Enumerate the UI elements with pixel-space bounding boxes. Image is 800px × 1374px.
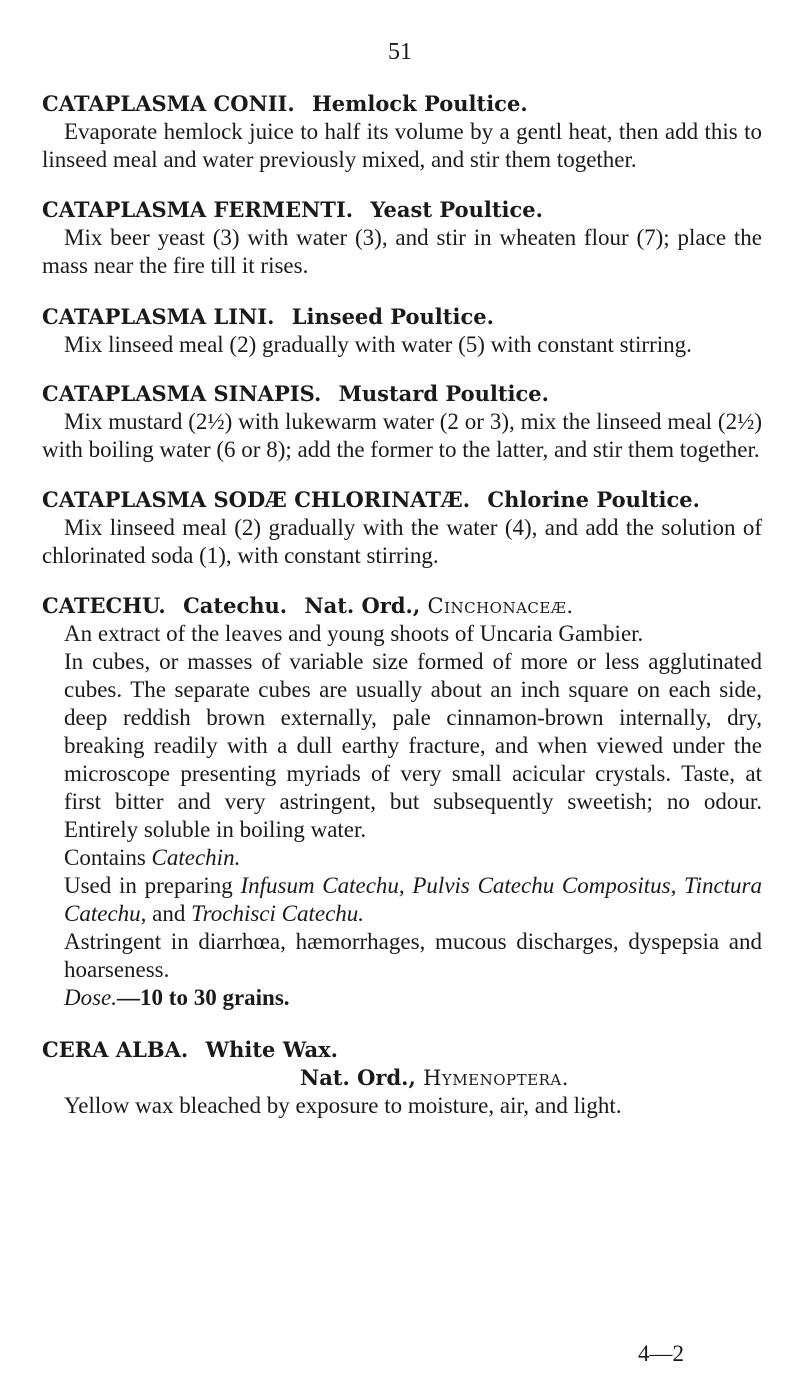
entry-cataplasma-conii bbox=[42, 90, 762, 174]
entry-uses: Astringent in diarrhœa, hæmorrhages, mucous discharges, dyspepsia and hoarseness. bbox=[64, 929, 762, 982]
entry-subtitle: Linseed Poultice. bbox=[291, 304, 494, 329]
entry-subtitle: Mustard Poultice. bbox=[338, 381, 549, 406]
entry-text: Mix mustard (2½) with lukewarm water (2 or 3), mix the linseed meal (2½) with boiling water (6 or 8); add the former to the latter, and stir them together. bbox=[42, 409, 762, 462]
preparation-trochisci: Trochisci Catechu. bbox=[191, 901, 365, 926]
entry-description: In cubes, or masses of variable size formed of more or less agglutinated cubes. The separate cubes are usually about an inch square on each side, deep reddish brown externally, pale cinnamon-brown internally, dry, breaking readily with a dull earthy fracture, and when viewed under the microscope presenting myriads of very small acicular crystals. Taste, at first bitter and very astringent, but subsequently sweetish; no odour. Entirely soluble in boiling water. bbox=[64, 649, 762, 842]
entry-cataplasma-fermenti bbox=[42, 196, 762, 280]
entry-heading bbox=[42, 380, 762, 408]
entry-title: CATAPLASMA SINAPIS. bbox=[42, 381, 322, 406]
page-number: 51 bbox=[388, 39, 412, 65]
entry-subtitle: Chlorine Poultice. bbox=[487, 487, 700, 512]
entry-cataplasma-sodae-chlorinatae bbox=[42, 486, 762, 570]
entry-title: CATAPLASMA LINI. bbox=[42, 304, 275, 329]
natural-order: Cinchonaceæ. bbox=[427, 594, 574, 618]
entry-heading bbox=[42, 1036, 762, 1064]
entry-cera-alba bbox=[42, 1036, 762, 1120]
used-and: and bbox=[152, 901, 186, 926]
entry-text: Yellow wax bleached by exposure to moisture, air, and light. bbox=[64, 1093, 622, 1118]
dose-label: Dose. bbox=[64, 985, 118, 1010]
entry-text: Evaporate hemlock juice to half its volume by a gentl heat, then add this to linseed meal and water previously mixed, and stir them together. bbox=[42, 119, 762, 172]
entry-heading bbox=[42, 303, 762, 331]
entry-title: CATECHU. bbox=[42, 593, 166, 618]
entry-subtitle: White Wax. bbox=[205, 1037, 338, 1062]
entry-cataplasma-lini bbox=[42, 303, 762, 359]
entry-subtitle: Catechu. bbox=[183, 593, 288, 618]
page-content bbox=[42, 90, 762, 1120]
contains-value: Catechin. bbox=[151, 845, 241, 870]
entry-text: Mix beer yeast (3) with water (3), and stir in wheaten flour (7); place the mass near the fire till it rises. bbox=[42, 225, 762, 278]
entry-catechu bbox=[42, 592, 762, 1012]
entry-title: CATAPLASMA CONII. bbox=[42, 91, 295, 116]
entry-contains bbox=[42, 844, 762, 872]
entry-title: CERA ALBA. bbox=[42, 1037, 189, 1062]
entry-subtitle: Hemlock Poultice. bbox=[311, 91, 528, 116]
entry-title: CATAPLASMA SODÆ CHLORINATÆ. bbox=[42, 487, 471, 512]
signature-mark: 4—2 bbox=[638, 1341, 684, 1366]
entry-heading bbox=[42, 592, 762, 620]
entry-used-in bbox=[42, 872, 762, 928]
entry-text: Mix linseed meal (2) gradually with the water (4), and add the solution of chlorinated soda (1), with constant stirring. bbox=[42, 515, 762, 568]
natural-order-prefix: Nat. Ord., bbox=[304, 593, 421, 618]
preparation-pulvis: Pulvis Catechu Compositus, bbox=[412, 873, 677, 898]
preparation-infusum: Infusum Catechu, bbox=[240, 873, 405, 898]
entry-dose bbox=[42, 984, 762, 1012]
entry-subtitle: Yeast Poultice. bbox=[370, 197, 543, 222]
entry-text: Mix linseed meal (2) gradually with water (5) with constant stirring. bbox=[64, 332, 692, 357]
contains-label: Contains bbox=[64, 845, 146, 870]
entry-heading bbox=[42, 486, 762, 514]
used-prefix: Used in preparing bbox=[64, 873, 233, 898]
entry-source: An extract of the leaves and young shoots of Uncaria Gambier. bbox=[64, 621, 644, 646]
dose-value: —10 to 30 grains. bbox=[117, 985, 290, 1010]
entry-title: CATAPLASMA FERMENTI. bbox=[42, 197, 354, 222]
natural-order-line bbox=[42, 1064, 762, 1092]
entry-cataplasma-sinapis bbox=[42, 380, 762, 464]
natural-order: Hymenoptera. bbox=[423, 1066, 569, 1090]
entry-heading bbox=[42, 196, 762, 224]
preparation-tinctura: Tinctura Catechu, bbox=[64, 873, 763, 926]
entry-heading bbox=[42, 90, 762, 118]
natural-order-prefix: Nat. Ord., bbox=[300, 1065, 416, 1090]
